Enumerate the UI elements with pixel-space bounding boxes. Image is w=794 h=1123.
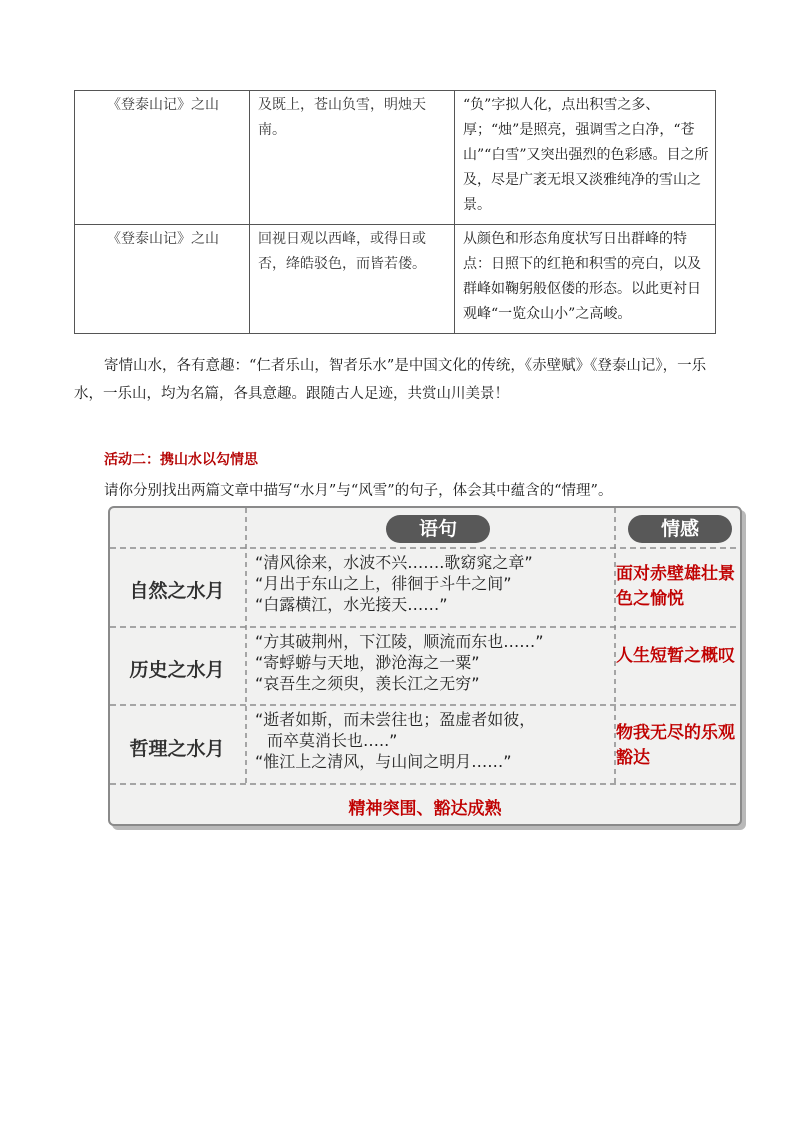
- row-label-history: 历史之水月: [129, 659, 225, 681]
- sentence-line: 而卒莫消长也…..”: [267, 731, 398, 750]
- table-row: [75, 225, 716, 334]
- quote-cell: 及既上，苍山负雪，明烛天南。: [250, 91, 455, 225]
- slide-footer: 精神突围、豁达成熟: [348, 799, 502, 819]
- sentence-line: “逝者如斯，而未尝往也；盈虚者如彼，: [255, 710, 536, 729]
- sentence-line: “惟江上之清风，与山间之明月……”: [255, 752, 512, 771]
- sentence-line: “清风徐来，水波不兴…….歌窈窕之章”: [255, 553, 533, 572]
- emotion-analysis-slide: [108, 506, 742, 826]
- sentence-line: “寄蜉蝣与天地，渺沧海之一粟”: [255, 653, 480, 672]
- sentences-philosophy: [255, 709, 620, 772]
- sentence-line: “方其破荆州，下江陵，顺流而东也……”: [255, 632, 544, 651]
- header-sentence: 语句: [386, 515, 490, 543]
- emotion-philosophy: 物我无尽的乐观豁达: [616, 723, 735, 768]
- summary-paragraph: 寄情山水，各有意趣：“仁者乐山，智者乐水”是中国文化的传统，《赤壁赋》《登泰山记》，一乐水，一乐山，均为名篇，各具意趣。跟随古人足迹，共赏山川美景！: [74, 358, 707, 402]
- sentence-line: “月出于东山之上，徘徊于斗牛之间”: [255, 574, 512, 593]
- row-label-philosophy: 哲理之水月: [129, 738, 225, 760]
- sentence-line: “白露横江，水光接天……”: [255, 595, 448, 614]
- header-emotion: 情感: [628, 515, 732, 543]
- analysis-cell: 从颜色和形态角度状写日出群峰的特点：日照下的红艳和积雪的亮白，以及群峰如鞠躬般伛偻的形态。以此更衬日观峰“一览众山小”之高峻。: [455, 225, 716, 334]
- emotion-history: 人生短暂之概叹: [616, 646, 735, 666]
- sentence-line: “哀吾生之须臾，羡长江之无穷”: [255, 674, 480, 693]
- activity-instruction: 请你分别找出两篇文章中描写“水月”与“风雪”的句子，体会其中蕴含的“情理”。: [104, 483, 613, 499]
- activity-title: 活动二：携山水以勾情思: [104, 452, 258, 468]
- emotion-nature: 面对赤壁雄壮景色之愉悦: [616, 564, 735, 609]
- source-cell: 《登泰山记》之山: [75, 91, 250, 225]
- row-label-nature: 自然之水月: [129, 580, 225, 602]
- landscape-table: [74, 90, 716, 334]
- sentences-history: [255, 631, 620, 694]
- source-cell: 《登泰山记》之山: [75, 225, 250, 334]
- table-row: [75, 91, 716, 225]
- quote-cell: 回视日观以西峰，或得日或否，绛皓驳色，而皆若偻。: [250, 225, 455, 334]
- analysis-cell: “负”字拟人化，点出积雪之多、厚；“烛”是照亮，强调雪之白净，“苍山”“白雪”又突出强烈的色彩感。目之所及，尽是广袤无垠又淡雅纯净的雪山之景。: [455, 91, 716, 225]
- sentences-nature: [255, 552, 620, 615]
